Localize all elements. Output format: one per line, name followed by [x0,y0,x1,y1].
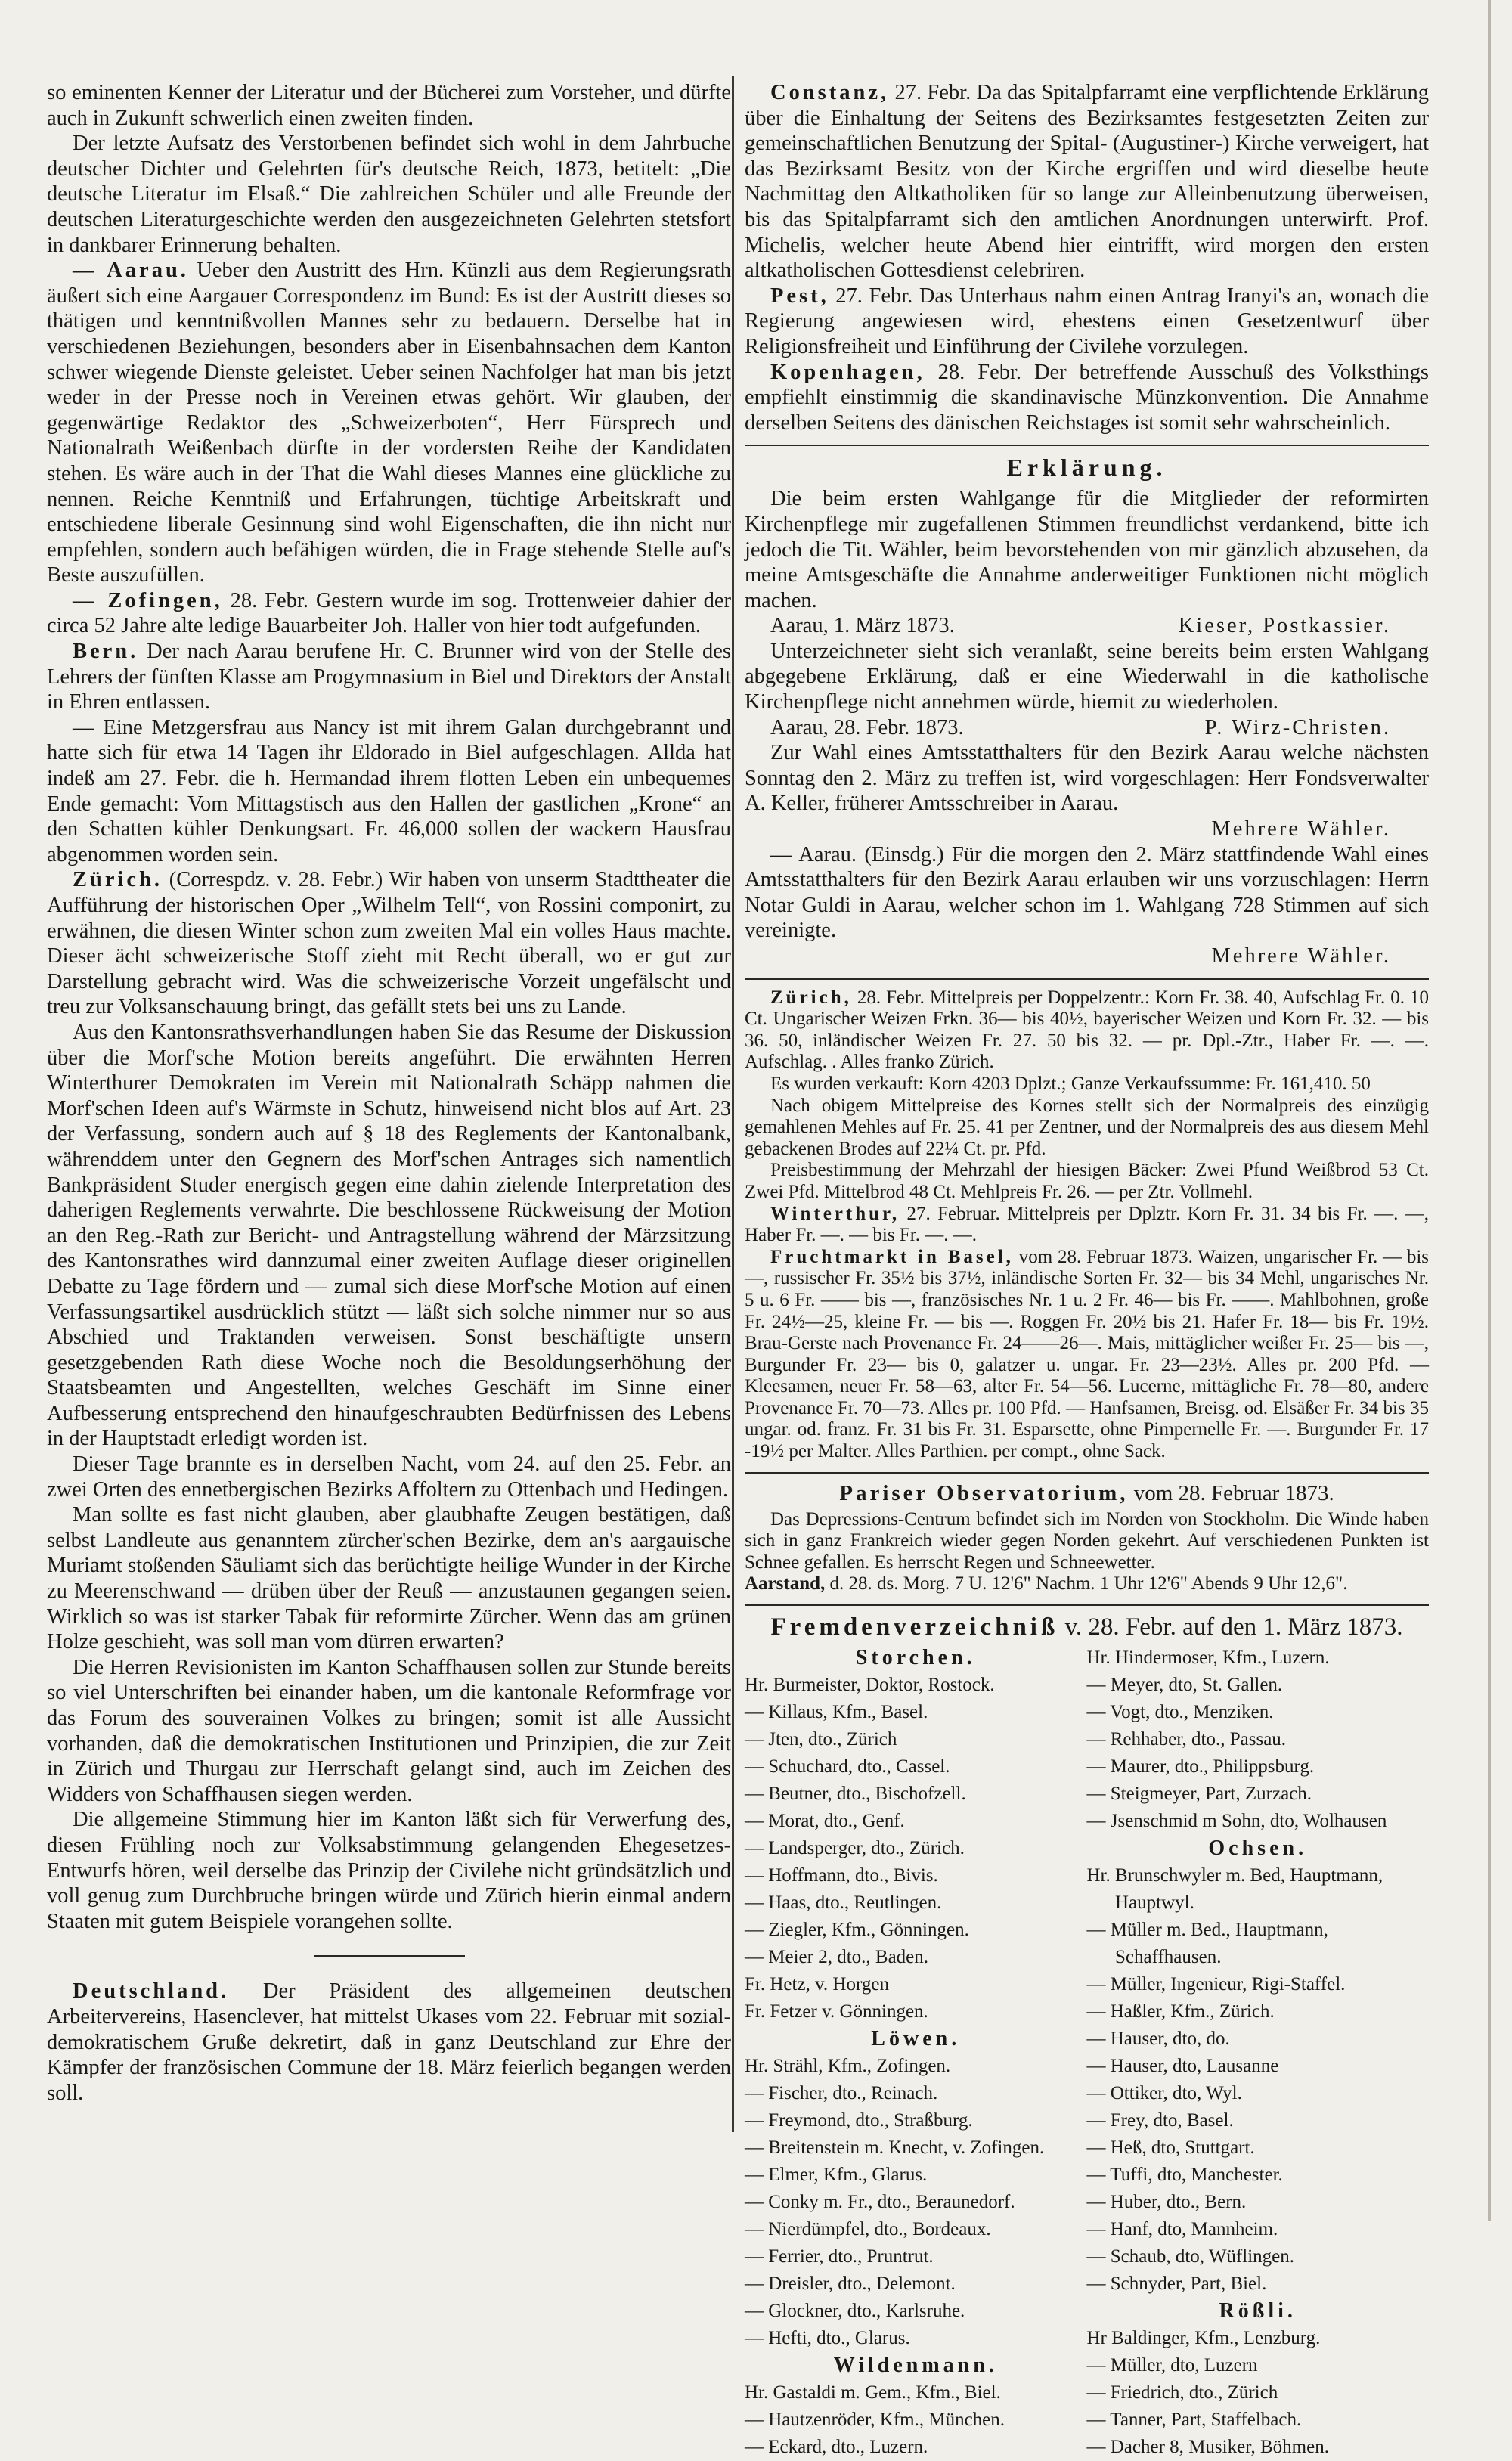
guest-list-column [1087,1644,1430,2461]
guest-entry: — Müller, dto, Luzern [1086,2355,1258,2376]
article-paragraph [47,80,731,131]
guest-entry: Hr Baldinger, Kfm., Lenzburg. [1086,2328,1321,2349]
news-item [745,284,1429,360]
guest-entry: — Nierdümpfel, dto., Bordeaux. [745,2219,991,2240]
dateline: Zürich, [770,987,852,1008]
guest-entry: — Müller m. Bed., Hauptmann, [1086,1920,1328,1941]
guest-entry: — Jsenschmid m Sohn, dto, Wolhausen [1086,1811,1387,1832]
guest-entry: — Tanner, Part, Staffelbach. [1086,2410,1302,2431]
guest-entry: — Breitenstein m. Knecht, v. Zofingen. [745,2137,1045,2159]
guest-entry: — Schaub, dto, Wüflingen. [1086,2246,1294,2267]
notice-signature-line [745,715,1429,741]
guest-entry: — Meyer, dto, St. Gallen. [1086,1675,1283,1696]
guest-entry: — Fischer, dto., Reinach. [745,2083,938,2104]
guest-entry: — Huber, dto., Bern. [1086,2192,1247,2213]
observatorium-date: vom 28. Februar 1873. [1128,1480,1334,1505]
guest-entry: — Maurer, dto., Philippsburg. [1086,1756,1315,1778]
article-paragraph [47,1452,731,1502]
market-report [745,1160,1429,1203]
guest-entry: — Jten, dto., Zürich [745,1729,897,1750]
notice-place-date: Aarau, 1. März 1873. [770,614,955,638]
fremdenverzeichniss-date: v. 28. Febr. auf den 1. März 1873. [1058,1613,1403,1641]
paragraph-text: — Eine Metzgersfrau aus Nancy ist mit ihrem Galan durchgebrannt und hatte sich für etwa 14 Tagen ihr Eldorado in Biel aufgeschlagen. Allda hat indeß am 27. Febr. die h. Hermandad ihrem flotten Leben ein unbequemes Ende gemacht: Vom Mittagstisch aus den Hallen der gastlichen „Krone“ an den Schatten kühler Denkungsart. Fr. 46,000 sollen der wackern Hausfrau abgenommen worden sein. [47,715,731,866]
guest-entry: — Friedrich, dto., Zürich [1086,2382,1278,2404]
paragraph-text: (Correspdz. v. 28. Febr.) Wir haben von unserm Stadttheater die Aufführung der historischen Oper „Wilhelm Tell“, von Rossini componirt, zu erwähnen, die diesen Winter schon zum zweiten Mal ein volles Haus machte. Dieser ächt schweizerische Stoff zieht mit Recht überall, wo er gut zur Darstellung gebracht wird. Was die schweizerische Vorzeit ungefälscht und treu zur Volksanschauung bringt, das gefällt stets bei uns zu Lande. [47,868,731,1019]
paragraph-text: Der letzte Aufsatz des Verstorbenen befindet sich wohl in dem Jahrbuche deutscher Dichter und Gelehrten für's deutsche Reich, 1873, betitelt: „Die deutsche Literatur im Elsaß.“ Die zahlreichen Schüler und alle Freunde der deutschen Literaturgeschichte werden den ausgezeichneten Gelehrten stetsfort in dankbarer Erinnerung behalten. [47,132,731,257]
guest-entry: — Frey, dto, Basel. [1086,2110,1234,2131]
guest-entry: Fr. Fetzer v. Gönningen. [745,2001,928,2022]
paragraph-text: Dieser Tage brannte es in derselben Nacht, vom 24. auf den 25. Febr. an zwei Orten des ennetbergischen Bezirks Affoltern zu Ottenbach und Hedingen. [47,1452,731,1502]
notice-text: — Aarau. (Einsdg.) Für die morgen den 2. März stattfindende Wahl eines Amtsstatthalters für den Bezirk Aarau erlauben wir uns vorzuschlagen: Herrn Notar Guldi in Aarau, welcher schon im 1. Wahlgang 728 Stimmen auf sich vereinigte. [745,842,1429,943]
article-paragraph [47,867,731,1020]
dateline: Kopenhagen, [770,360,925,384]
fremdenverzeichniss-title [745,1613,1429,1641]
article-paragraph [47,1020,731,1452]
paragraph-text: 28. Febr. Mittelpreis per Doppelzentr.: Korn Fr. 38. 40, Aufschlag Fr. 0. 10 Ct. Ungarischer Weizen Frkn. 36— bis 40½, bayerischer Weizen und Korn Fr. 32. — bis 36. 50, inländischer Weizen Fr. 27. 50 bis 32. — pr. Dpl.-Ztr., Haber Fr. —. —. Aufschlag. . Alles franko Zürich. [745,987,1429,1073]
paragraph-text: 27. Febr. Da das Spitalpfarramt eine verpflichtende Erklärung über die Einhaltung der Seitens des Bezirksamtes festgesetzten Zeiten zur gemeinschaftlichen Benutzung der Spital- (Augustiner-) Kirche verweigert, hat das Bezirksamt Besitz von der Kirche ergriffen und wird dieselbe heute Nachmittag den Altkatholiken für so lange zur Alleinbenutzung überweisen, bis das Spitalpfarramt sich den amtlichen Anordnungen unterwirft. Prof. Michelis, welcher heute Abend hier eintrifft, wird morgen den ersten altkatholischen Gottesdienst celebriren. [745,81,1429,283]
hotel-name: Ochsen. [1208,1836,1308,1861]
paragraph-text: 27. Februar. Mittelpreis per Dplztr. Korn Fr. 31. 34 bis Fr. —. —, Haber Fr. —. — bis Fr. —. —. [745,1203,1429,1246]
dateline: — Aarau. [73,259,189,283]
market-report [745,987,1429,1074]
paragraph-text: Man sollte es fast nicht glauben, aber glaubhafte Zeugen bestätigen, daß selbst Landleute aus genanntem zürcher'schen Bezirke, dem an's aargauische Muriamt stoßenden Säuliamt sich das berüchtigte heilige Wunder in der Kirche zu Meerenschwand — drüben über der Reuß — anzustaunen gegangen seien. Wirklich so was ist starker Tabak für reformirte Zürcher. Wenn das am grünen Holze geschieht, was soll man vom dürren erwarten? [47,1503,731,1654]
article-paragraph [47,1979,731,2106]
dateline: Fruchtmarkt in Basel, [770,1246,1014,1267]
guest-entry: — Tuffi, dto, Manchester. [1086,2165,1283,2186]
dateline: Zürich. [73,868,163,892]
guest-entry: — Ferrier, dto., Pruntrut. [745,2246,934,2267]
guest-entry: — Heß, dto, Stuttgart. [1086,2137,1255,2159]
guest-entry: — Hefti, dto., Glarus. [745,2328,910,2349]
market-reports [745,987,1429,1463]
guest-entry: — Ottiker, dto, Wyl. [1086,2083,1242,2104]
guest-entry: — Beutner, dto., Bischofzell. [745,1784,966,1805]
guest-entry: Schaffhausen. [1086,1947,1222,1968]
section-rule [745,978,1429,980]
erklaerung-heading: Erklärung. [1006,454,1167,482]
guest-entry: — Dacher 8, Musiker, Böhmen. [1086,2437,1329,2458]
hotel-name: Wildenmann. [833,2354,998,2378]
paragraph-text: vom 28. Februar 1873. Waizen, ungarischer Fr. — bis—, russischer Fr. 35½ bis 37½, inländische Sorten Fr. 32— bis 34 Mehl, ungarisches Nr. 5 u. 6 Fr. —— bis —, französisches Nr. 1 u. 2 Fr. 46— bis Fr. ——. Mahlbohnen, große Fr. 24½—25, kleine Fr. — bis —. Roggen Fr. 20½ bis 21. Hafer Fr. 18— bis Fr. 19½. Brau-Gerste nach Provenance Fr. 24——26—. Mais, mittäglicher weißer Fr. 25— bis —, Burgunder Fr. 23— bis 0, galatzer u. ungar. Fr. 23—23½. Alles pr. 200 Pfd. — Kleesamen, neuer Fr. 58—63, alter Fr. 54—56. Lucerne, mittägliche Fr. 78—80, andere Provenance Fr. 70—73. Alles pr. 100 Pfd. — Hanfsamen, Breisg. od. Elsäßer Fr. 34 bis 35 ungar. od. franz. Fr. 31 bis Fr. 31. Esparsette, ohne Pimpernelle Fr. —. Burgunder Fr. 17 -19½ per Malter. Alles Parthien. per compt., ohne Sack. [745,1246,1429,1462]
guest-entry: — Morat, dto., Genf. [745,1811,905,1832]
observatorium-heading [745,1481,1429,1506]
guest-entry: — Landsperger, dto., Zürich. [745,1838,965,1859]
paragraph-text: 28. Febr. Gestern wurde im sog. Trottenweier dahier der circa 52 Jahre alte ledige Bauarbeiter Joh. Haller von hier todt aufgefunden. [47,588,731,638]
guest-entry: — Müller, Ingenieur, Rigi-Staffel. [1086,1974,1346,1995]
guest-entry: Hr. Gastaldi m. Gem., Kfm., Biel. [745,2382,1001,2404]
fremdenverzeichniss-label: Fremdenverzeichniß [770,1613,1059,1641]
news-item [745,80,1429,284]
guest-entry: Hr. Brunschwyler m. Bed, Hauptmann, [1086,1865,1383,1886]
guest-entry: Hauptwyl. [1086,1892,1194,1914]
guest-entry: — Vogt, dto., Menziken. [1086,1702,1274,1723]
guest-entry: — Dreisler, dto., Delemont. [745,2273,956,2295]
notice-signature: Mehrere Wähler. [1211,944,1391,968]
guest-entry: — Eckard, dto., Luzern. [745,2437,928,2458]
guest-entry: — Conky m. Fr., dto., Beraunedorf. [745,2192,1015,2213]
article-paragraph [47,258,731,588]
guest-entry: — Hautzenröder, Kfm., München. [745,2410,1005,2431]
notice-text: Zur Wahl eines Amtsstatthalters für den Bezirk Aarau welche nächsten Sonntag den 2. März zu treffen ist, wird vorgeschlagen: Herr Fondsverwalter A. Keller, früherer Amtsschreiber in Aarau. [745,741,1429,816]
notice-signature-line [745,944,1429,969]
dateline: — Zofingen, [73,588,223,612]
guest-entry: — Rehhaber, dto., Passau. [1086,1729,1287,1750]
paragraph-text: so eminenten Kenner der Literatur und der Bücherei zum Vorsteher, und dürfte auch in Zukunft schwerlich einen zweiten finden. [47,81,731,130]
dateline: Bern. [73,640,139,664]
article-paragraph [47,1807,731,1934]
notice-signature: P. Wirz-Christen. [1204,715,1391,739]
dateline: Deutschland. [73,1979,230,2004]
article-paragraph [47,131,731,258]
observatorium-title: Pariser Observatorium, [839,1480,1129,1505]
hotel-name: Rößli. [1219,2299,1297,2323]
notice-signature: Mehrere Wähler. [1211,817,1391,842]
guest-entry: — Schuchard, dto., Cassel. [745,1756,950,1778]
market-report [745,1247,1429,1463]
paragraph-text: Nach obigem Mittelpreise des Kornes stellt sich der Normalpreis des einzügig gemahlenen Mehles auf Fr. 25. 41 per Zentner, und der Normalpreis des aus diesem Mehl gebackenen Brodes auf 22¼ Ct. pr. Pfd. [745,1095,1429,1159]
guest-entry: — Haas, dto., Reutlingen. [745,1892,942,1914]
guest-entry: — Ziegler, Kfm., Gönningen. [745,1920,969,1941]
article-paragraph [47,1655,731,1808]
guest-list [745,1644,1429,2461]
paragraph-text: Preisbestimmung der Mehrzahl der hiesigen Bäcker: Zwei Pfund Weißbrod 53 Ct. Zwei Pfd. Mittelbrod 48 Ct. Mehlpreis Fr. 26. — per Ztr. Vollmehl. [745,1160,1429,1202]
scan-edge [1488,0,1491,2221]
section-rule [745,445,1429,446]
guest-entry: Hr. Hindermoser, Kfm., Luzern. [1086,1647,1330,1669]
guest-entry: — Hoffmann, dto., Bivis. [745,1865,938,1886]
paragraph-text: Die Herren Revisionisten im Kanton Schaffhausen sollen zur Stunde bereits so viel Unterschriften bei einander haben, um die kantonale Reformfrage vor das Forum des souverainen Volkes zu bringen; somit ist alle Aussicht vorhanden, daß die demokratischen Institutionen und Prinzipien, die zur Zeit in Zürich und Thurgau zur Herrschaft gelangt sind, auch im Zeichen des Widders von Schaffhausen siegen werden. [47,1655,731,1806]
guest-entry: — Schnyder, Part, Biel. [1086,2273,1267,2295]
guest-entry: — Freymond, dto., Straßburg. [745,2110,973,2131]
notice-signature: Kieser, Postkassier. [1178,614,1391,638]
paragraph-text: 27. Febr. Das Unterhaus nahm einen Antrag Iranyi's an, wonach die Regierung angewiesen wird, ehestens einen Gesetzentwurf über Religionsfreiheit und Einführung der Civilehe vorzulegen. [745,284,1429,358]
hotel-name: Storchen. [855,1646,976,1670]
guest-entry: — Hauser, dto, Lausanne [1086,2056,1279,2077]
news-item [745,360,1429,436]
column-divider [732,76,734,2132]
guest-entry: Hr. Burmeister, Doktor, Rostock. [745,1675,995,1696]
guest-entry: — Haßler, Kfm., Zürich. [1086,2001,1275,2022]
market-report [745,1204,1429,1247]
paragraph-text: Die allgemeine Stimmung hier im Kanton läßt sich für Verwerfung des, diesen Frühling noch zur Volksabstimmung gelangenden Ehegesetzes-Entwurfs hören, weil derselbe das Prinzip der Civilehe nicht gründsätzlich und voll genug zum Durchbruche bringen würde und Zürich hierin einmal andern Staaten mit gutem Beispiele vorangehen sollte. [47,1808,731,1933]
guest-entry: Fr. Hetz, v. Horgen [745,1974,889,1995]
dateline: Constanz, [770,81,890,104]
guest-entry: — Steigmeyer, Part, Zurzach. [1086,1784,1312,1805]
market-report [745,1096,1429,1161]
paragraph-text: Es wurden verkauft: Korn 4203 Dplzt.; Ganze Verkaufssumme: Fr. 161,410. 50 [770,1073,1371,1094]
paragraph-text: Der Präsident des allgemeinen deutschen Arbeitervereins, Hasenclever, hat mittelst Ukases vom 22. Februar mit sozial-demokratischem Gruße dekretirt, daß in ganz Deutschland zur Ehre der Kämpfer der französischen Commune der 18. März feierlich begangen werden soll. [47,1979,731,2105]
dateline: Pest, [770,284,829,308]
hotel-name: Löwen. [871,2027,961,2051]
notice-text: Die beim ersten Wahlgange für die Mitglieder der reformirten Kirchenpflege mir zugefallenen Stimmen freundlichst verdankend, bitte ich jedoch die Tit. Wähler, beim bevorstehenden von mir gänzlich abzusehen, da meine Amtsgeschäfte die Annahme anderweitiger Funktionen nicht möglich machen. [745,487,1429,612]
section-rule [745,1472,1429,1474]
aarstand-line [745,1573,1429,1595]
notice-signature-line [745,817,1429,842]
paragraph-text: Ueber den Austritt des Hrn. Künzli aus dem Regierungsrath äußert sich eine Aargauer Correspondenz im Bund: Es ist der Austritt dieses so thätigen und kenntnißvollen Mannes sehr zu bedauern. Derselbe hat in verschiedenen Beziehungen, besonders aber in Eisenbahnsachen dem Kanton schwer wiegende Dienste geleistet. Ueber seinen Nachfolger hat man bis jetzt weder in der Presse noch in Vereinen etwas gehört. Wir glauben, der gegenwärtige Redaktor des „Schweizerboten“, Herr Fürsprech und Nationalrath Weißenbach dürfte in der vordersten Reihe der Kandidaten stehen. Es wäre auch in der That die Wahl dieses Mannes eine glückliche zu nennen. Reiche Kenntniß und Erfahrungen, tüchtige Arbeitskraft und entschiedene liberale Gesinnung sind wohl Eigenschaften, die ihn nicht nur empfehlen, sondern auch befähigen würden, die in Frage stehende Stelle auf's Beste auszufüllen. [47,259,732,587]
aarstand-values: d. 28. ds. Morg. 7 U. 12'6" Nachm. 1 Uhr 12'6" Abends 9 Uhr 12,6". [825,1573,1348,1595]
section-rule [745,1604,1429,1606]
article-paragraph [47,639,731,715]
guest-entry: — Elmer, Kfm., Glarus. [745,2165,928,2186]
aarstand-label: Aarstand, [745,1573,826,1595]
guest-entry: — Killaus, Kfm., Basel. [745,1702,928,1723]
article-paragraph [47,715,731,868]
notice-text: Unterzeichneter sieht sich veranlaßt, seine bereits beim ersten Wahlgang abgegebene Erklärung, daß er eine Wiederwahl in die katholische Kirchenpflege nicht annehmen würde, hiemit zu wiederholen. [745,639,1429,714]
article-paragraph [47,588,731,639]
paragraph-text: 28. Febr. Der betreffende Ausschuß des Volksthings empfiehlt einstimmig die skandinavische Münzkonvention. Die Annahme derselben Seitens des dänischen Reichstages ist somit sehr wahrscheinlich. [745,360,1429,435]
market-report [745,1074,1429,1096]
notice-place-date: Aarau, 28. Febr. 1873. [770,715,964,739]
right-column [745,80,1429,2461]
left-column [47,80,731,2106]
dateline: Winterthur, [770,1203,900,1224]
guest-entry: — Meier 2, dto., Baden. [745,1947,929,1968]
paragraph-text: Aus den Kantonsrathsverhandlungen haben Sie das Resume der Diskussion über die Morf'sche Motion bereits angeführt. Die erwähnten Herren Winterthurer Demokraten im Verein mit Nationalrath Schäpp nahmen die Morf'schen Ideen auf's Wärmste in Schutz, hinweisend nicht blos auf Art. 23 der Verfassung, sondern auch auf § 18 des Reglements der Kantonalbank, währenddem unter den Gegnern des Morf'schen Antrages sich namentlich Bankpräsident Studer energisch gegen eine dahin zielende Interpretation des daherigen Reglements verwahrte. Die beschlossene Rückweisung der Motion an den Reg.-Rath zur Bericht- und Antragstellung während der Märzsitzung des Kantonsrathes wird dannzumal einer zweiten Auflage dieser originellen Debatte zu Tage fördern und — zumal sich diese Morf'sche Motion auf einen Verfassungsartikel ausdrücklich stützt — läßt sich solche nimmer nur so aus Abschied und Traktanden verweisen. Sonst beschäftigte unsern gesetzgebenden Rath diese Woche noch die Besoldungserhöhung der Staatsbeamten und Angestellten, welches Geschäft im Sinne einer Aufbesserung entsprechend den hinaufgeschraubten Bedürfnissen des Lebens in der Hauptstadt erledigt worden ist. [47,1020,731,1451]
guest-entry: — Hauser, dto, do. [1086,2029,1230,2050]
section-rule [314,1955,465,1957]
guest-entry: Hr. Strähl, Kfm., Zofingen. [745,2056,951,2077]
article-paragraph [47,1502,731,1655]
notice-signature-line [745,613,1429,639]
guest-entry: — Glockner, dto., Karlsruhe. [745,2301,965,2322]
weather-report: Das Depressions-Centrum befindet sich im Norden von Stockholm. Die Winde haben sich in ganz Frankreich wieder gegen Norden gekehrt. Auf verschiedenen Punkten ist Schnee gefallen. Es herrscht Regen und Schneewetter. [745,1508,1429,1573]
guest-entry: — Hanf, dto, Mannheim. [1086,2219,1278,2240]
paragraph-text: Der nach Aarau berufene Hr. C. Brunner wird von der Stelle des Lehrers der fünften Klasse am Progymnasium in Biel und Direktors der Anstalt in Ehren entlassen. [47,640,731,714]
guest-list-column [745,1644,1087,2461]
